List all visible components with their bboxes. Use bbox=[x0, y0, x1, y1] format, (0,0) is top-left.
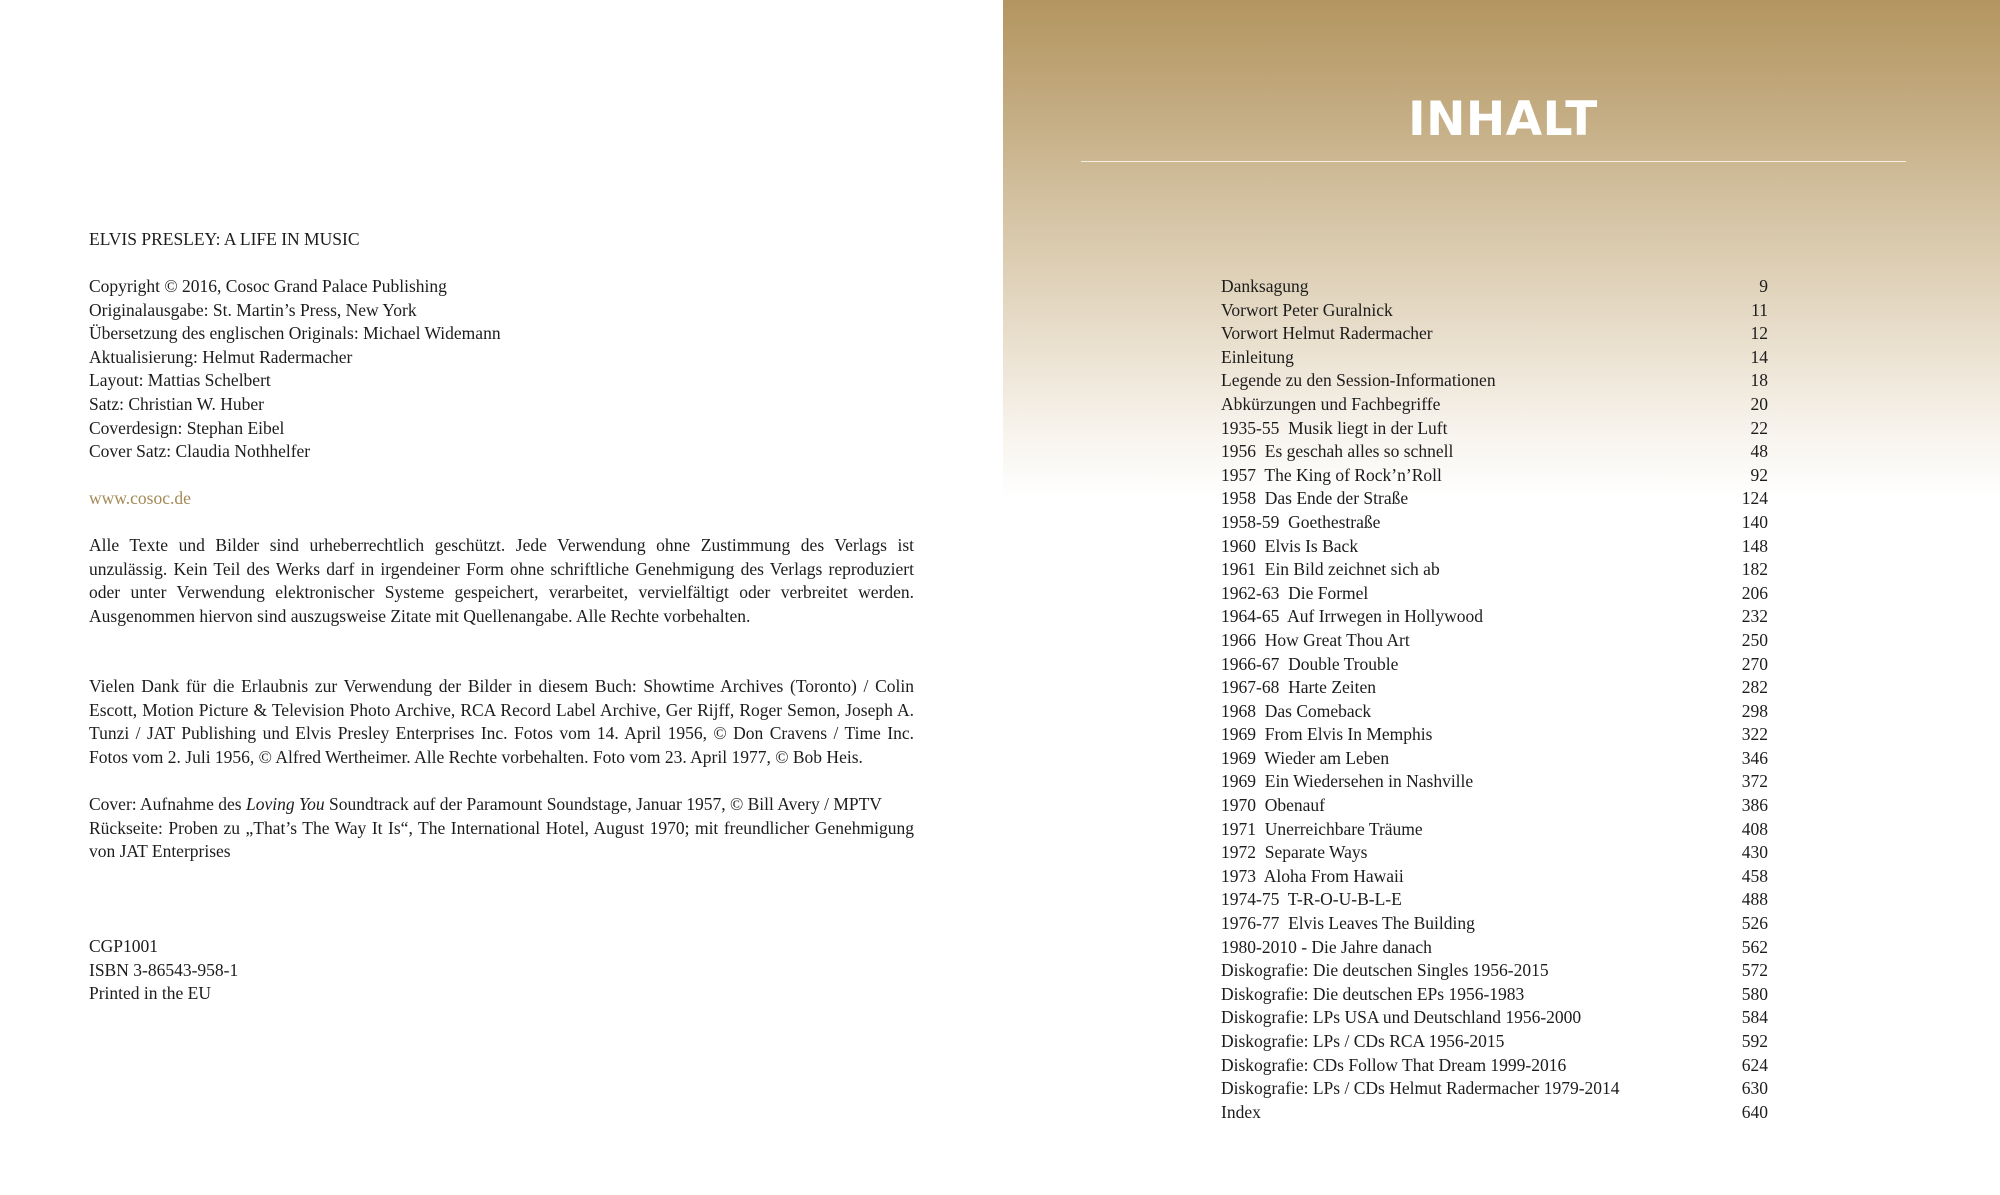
toc-entry[interactable] bbox=[1221, 582, 1768, 606]
toc-entry[interactable] bbox=[1221, 747, 1768, 771]
credit-line: Coverdesign: Stephan Eibel bbox=[89, 417, 285, 438]
toc-entry-title: 1960 Elvis Is Back bbox=[1221, 535, 1359, 556]
toc-entry-page: 386 bbox=[1741, 795, 1768, 816]
toc-entry-title: 1968 Das Comeback bbox=[1221, 700, 1372, 721]
toc-entry-page: 562 bbox=[1741, 936, 1768, 957]
toc-entry-page: 9 bbox=[1759, 276, 1768, 296]
toc-entry[interactable] bbox=[1221, 912, 1768, 936]
toc-entry-page: 526 bbox=[1741, 913, 1768, 934]
toc-entry-title: Legende zu den Session-Informationen bbox=[1221, 370, 1496, 391]
toc-entry[interactable] bbox=[1221, 1077, 1768, 1101]
code-line: Printed in the EU bbox=[89, 983, 211, 1004]
toc-entry[interactable] bbox=[1221, 393, 1768, 417]
toc-entry-page: 270 bbox=[1741, 653, 1768, 674]
toc-entry-title: Diskografie: Die deutschen Singles 1956-2015 bbox=[1221, 960, 1549, 981]
toc-entry-page: 14 bbox=[1750, 346, 1768, 367]
toc-entry-page: 250 bbox=[1741, 629, 1768, 650]
toc-entry[interactable] bbox=[1221, 936, 1768, 960]
credit-line: Aktualisierung: Helmut Radermacher bbox=[89, 346, 353, 367]
toc-entry-title: 1980-2010 - Die Jahre danach bbox=[1221, 936, 1432, 957]
cover-title: Loving You bbox=[245, 794, 325, 814]
toc-entry-title: 1957 The King of Rock’n’Roll bbox=[1221, 464, 1442, 485]
heading-divider bbox=[1081, 161, 1906, 162]
toc-entry-title: 1961 Ein Bild zeichnet sich ab bbox=[1221, 559, 1440, 580]
toc-entry-page: 580 bbox=[1741, 983, 1768, 1004]
toc-entry[interactable] bbox=[1221, 1101, 1768, 1125]
credit-line: Copyright © 2016, Cosoc Grand Palace Publishing bbox=[89, 276, 447, 296]
toc-entry-page: 592 bbox=[1741, 1031, 1768, 1051]
toc-entry[interactable] bbox=[1221, 1054, 1768, 1078]
toc-entry-title: 1976-77 Elvis Leaves The Building bbox=[1221, 913, 1475, 934]
toc-entry[interactable] bbox=[1221, 605, 1768, 629]
toc-entry-title: Danksagung bbox=[1221, 276, 1309, 296]
cover-suffix: Soundtrack auf der Paramount Soundstage, Januar 1957, © Bill Avery / MPTV bbox=[324, 794, 882, 814]
toc-entry[interactable] bbox=[1221, 511, 1768, 535]
toc-entry-page: 322 bbox=[1741, 724, 1768, 745]
toc-entry[interactable] bbox=[1221, 983, 1768, 1007]
toc-entry[interactable] bbox=[1221, 865, 1768, 889]
toc-entry[interactable] bbox=[1221, 1030, 1768, 1054]
toc-entry-title: 1958 Das Ende der Straße bbox=[1221, 488, 1409, 509]
credit-line: Originalausgabe: St. Martin’s Press, New York bbox=[89, 299, 417, 320]
toc-entry-page: 458 bbox=[1741, 865, 1768, 886]
toc-entry-page: 624 bbox=[1741, 1054, 1768, 1075]
cover-credits bbox=[89, 793, 914, 864]
toc-entry-title: 1964-65 Auf Irrwegen in Hollywood bbox=[1221, 606, 1483, 627]
back-cover-credit: Rückseite: Proben zu „That’s The Way It Is“, The International Hotel, August 1970; mit freundlicher Genehmigung von JAT Enterprises bbox=[89, 817, 914, 862]
toc-entry-title: Vorwort Helmut Radermacher bbox=[1221, 323, 1433, 344]
toc-entry[interactable] bbox=[1221, 841, 1768, 865]
toc-entry-page: 206 bbox=[1741, 582, 1768, 603]
toc-entry[interactable] bbox=[1221, 653, 1768, 677]
toc-entry-title: Abkürzungen und Fachbegriffe bbox=[1221, 393, 1441, 414]
toc-entry-page: 182 bbox=[1741, 559, 1768, 580]
toc-entry[interactable] bbox=[1221, 818, 1768, 842]
credits-list bbox=[89, 275, 914, 464]
toc-entry-title: Einleitung bbox=[1221, 346, 1294, 367]
credit-line: Cover Satz: Claudia Nothhelfer bbox=[89, 441, 311, 462]
toc-entry-title: 1958-59 Goethestraße bbox=[1221, 511, 1381, 532]
toc-entry[interactable] bbox=[1221, 275, 1768, 299]
toc-entry[interactable] bbox=[1221, 629, 1768, 653]
toc-entry[interactable] bbox=[1221, 770, 1768, 794]
toc-entry[interactable] bbox=[1221, 794, 1768, 818]
toc-entry-page: 488 bbox=[1741, 889, 1768, 910]
toc-entry[interactable] bbox=[1221, 299, 1768, 323]
credit-line: Übersetzung des englischen Originals: Michael Widemann bbox=[89, 323, 501, 344]
toc-entry-title: 1962-63 Die Formel bbox=[1221, 582, 1369, 603]
toc-entry[interactable] bbox=[1221, 322, 1768, 346]
toc-entry[interactable] bbox=[1221, 959, 1768, 983]
toc-entry-page: 640 bbox=[1741, 1101, 1768, 1122]
toc-entry-page: 372 bbox=[1741, 771, 1768, 792]
toc-entry-page: 124 bbox=[1741, 488, 1768, 509]
toc-entry-title: Diskografie: Die deutschen EPs 1956-1983 bbox=[1221, 983, 1525, 1004]
toc-entry-page: 18 bbox=[1750, 370, 1768, 391]
toc-entry[interactable] bbox=[1221, 700, 1768, 724]
cover-credit-line bbox=[89, 793, 914, 817]
toc-entry-title: 1971 Unerreichbare Träume bbox=[1221, 818, 1423, 839]
toc-entry-title: 1969 Wieder am Leben bbox=[1221, 747, 1390, 768]
toc-entry-title: Diskografie: LPs USA und Deutschland 1956-2000 bbox=[1221, 1007, 1582, 1028]
toc-entry-page: 11 bbox=[1751, 299, 1768, 320]
toc-entry-page: 92 bbox=[1750, 464, 1768, 485]
toc-entry[interactable] bbox=[1221, 417, 1768, 441]
toc-entry-title: Vorwort Peter Guralnick bbox=[1221, 299, 1393, 320]
toc-entry-page: 346 bbox=[1741, 747, 1768, 768]
toc-entry-title: Diskografie: LPs / CDs RCA 1956-2015 bbox=[1221, 1031, 1505, 1051]
toc-entry-page: 20 bbox=[1750, 393, 1768, 414]
toc-entry[interactable] bbox=[1221, 535, 1768, 559]
toc-entry-page: 48 bbox=[1750, 441, 1768, 462]
toc-entry-page: 12 bbox=[1750, 323, 1768, 344]
toc-entry-title: 1969 Ein Wiedersehen in Nashville bbox=[1221, 771, 1474, 792]
toc-entry-page: 408 bbox=[1741, 818, 1768, 839]
toc-entry[interactable] bbox=[1221, 369, 1768, 393]
image-credits-paragraph: Vielen Dank für die Erlaubnis zur Verwendung der Bilder in diesem Buch: Showtime Archives (Toronto) / Colin Escott, Motion Picture & Television Photo Archive, RCA Record Label Archive, Ger Rijff, Roger Semon, Joseph A. Tunzi / JAT Publishing und Elvis Presley Enterprises Inc. Fotos vom 14. April 1956, © Don Cravens / Time Inc. Fotos vom 2. Juli 1956, © Alfred Wertheimer. Alle Rechte vorbehalten. Foto vom 23. April 1977, © Bob Heis. bbox=[89, 676, 914, 767]
toc-entry-title: 1967-68 Harte Zeiten bbox=[1221, 677, 1377, 698]
code-line: CGP1001 bbox=[89, 936, 159, 956]
contents-page bbox=[1003, 0, 2000, 1195]
toc-entry[interactable] bbox=[1221, 487, 1768, 511]
toc-entry-title: 1966 How Great Thou Art bbox=[1221, 629, 1410, 650]
toc-entry-title: Index bbox=[1221, 1101, 1261, 1122]
book-title: ELVIS PRESLEY: A LIFE IN MUSIC bbox=[89, 229, 360, 249]
publication-codes bbox=[89, 935, 914, 1006]
toc-entry-title: Diskografie: LPs / CDs Helmut Radermacher 1979-2014 bbox=[1221, 1078, 1620, 1099]
cover-prefix: Cover: Aufnahme des bbox=[89, 794, 246, 814]
toc-entry[interactable] bbox=[1221, 723, 1768, 747]
toc-entry-title: 1969 From Elvis In Memphis bbox=[1221, 724, 1433, 745]
toc-entry-title: Diskografie: CDs Follow That Dream 1999-2016 bbox=[1221, 1054, 1567, 1075]
toc-entry-page: 282 bbox=[1741, 677, 1768, 698]
toc-entry[interactable] bbox=[1221, 558, 1768, 582]
contents-heading: INHALT bbox=[1408, 92, 1598, 147]
table-of-contents bbox=[1221, 275, 1768, 1124]
toc-entry-page: 430 bbox=[1741, 842, 1768, 863]
website-link[interactable]: www.cosoc.de bbox=[89, 488, 191, 508]
toc-entry-page: 630 bbox=[1741, 1078, 1768, 1099]
rights-paragraph: Alle Texte und Bilder sind urheberrechtlich geschützt. Jede Verwendung ohne Zustimmung des Verlags ist unzulässig. Kein Teil des Werks darf in irgendeiner Form ohne schriftliche Genehmigung des Verlags reproduziert oder unter Verwendung elektronischer Systeme gespeichert, verarbeitet, vervielfältigt oder verbreitet werden. Ausgenommen hiervon sind auszugsweise Zitate mit Quellenangabe. Alle Rechte vorbehalten. bbox=[89, 535, 914, 626]
toc-entry[interactable] bbox=[1221, 888, 1768, 912]
toc-entry-title: 1956 Es geschah alles so schnell bbox=[1221, 441, 1454, 462]
toc-entry-page: 232 bbox=[1741, 606, 1768, 627]
toc-entry-title: 1935-55 Musik liegt in der Luft bbox=[1221, 417, 1448, 438]
toc-entry-page: 584 bbox=[1741, 1007, 1768, 1028]
toc-entry-title: 1973 Aloha From Hawaii bbox=[1221, 865, 1404, 886]
toc-entry-title: 1970 Obenauf bbox=[1221, 795, 1326, 816]
toc-entry[interactable] bbox=[1221, 1006, 1768, 1030]
toc-entry-page: 140 bbox=[1741, 511, 1768, 532]
code-line: ISBN 3-86543-958-1 bbox=[89, 959, 239, 980]
toc-entry-page: 22 bbox=[1750, 417, 1768, 438]
toc-entry-title: 1966-67 Double Trouble bbox=[1221, 653, 1399, 674]
credit-line: Layout: Mattias Schelbert bbox=[89, 370, 271, 391]
toc-entry-title: 1974-75 T-R-O-U-B-L-E bbox=[1221, 889, 1402, 910]
toc-entry[interactable] bbox=[1221, 464, 1768, 488]
toc-entry[interactable] bbox=[1221, 346, 1768, 370]
toc-entry-page: 572 bbox=[1741, 960, 1768, 981]
toc-entry-title: 1972 Separate Ways bbox=[1221, 842, 1368, 863]
toc-entry[interactable] bbox=[1221, 676, 1768, 700]
toc-entry[interactable] bbox=[1221, 440, 1768, 464]
toc-entry-page: 298 bbox=[1741, 700, 1768, 721]
credit-line: Satz: Christian W. Huber bbox=[89, 393, 264, 414]
toc-entry-page: 148 bbox=[1741, 535, 1768, 556]
